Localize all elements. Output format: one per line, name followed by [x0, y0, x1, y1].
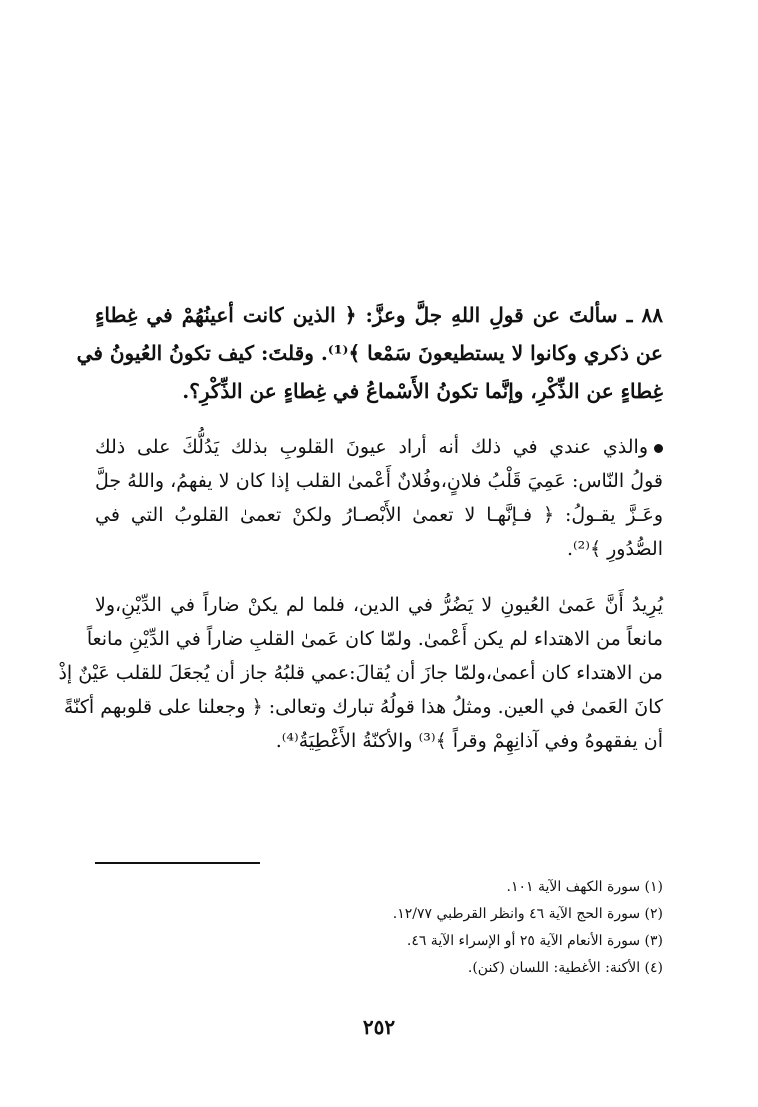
question-line: عن ذكري وكانوا لا يستطيعونَ سَمْعا ﴾⁽¹⁾. وقلتَ: كيف تكونُ العُيونُ في [76, 341, 663, 365]
footnote-item: (٤) الأكنة: الأغطية: اللسان (كنن). [467, 960, 663, 976]
footnote-item: (١) سورة الكهف الآية ١٠١. [506, 879, 663, 895]
answer-paragraph-2 [58, 588, 663, 758]
bullet-icon [654, 444, 663, 453]
footnote-divider [95, 862, 260, 864]
answer-line: من الاهتداء كان أعمىٰ،ولمّا جازَ أن يُقالَ:عمي قلبُهُ جاز أن يُجعَلَ للقلب عَيْنٌ إذْ [58, 662, 663, 684]
answer-line: كانَ العَمىٰ في العين. ومثلُ هذا قولُهُ تبارك وتعالى: ﴿ وجعلنا على قلوبهم أكنّةً [63, 696, 663, 718]
answer-line: الصُّدُورِ ﴾⁽²⁾. [566, 538, 663, 560]
answer-paragraph-1 [95, 430, 663, 566]
footnote-item: (٣) سورة الأنعام الآية ٢٥ أو الإسراء الآية ٤٦. [406, 933, 663, 949]
question-line: غِطاءٍ عن الذِّكْرِ، وإنَّما تكونُ الأَسْماعُ في غِطاءٍ عن الذِّكْرِ؟. [182, 379, 663, 403]
page-number: ٢٥٢ [362, 1015, 396, 1039]
answer-line: وعَـزَّ يقـولُ: ﴿ فـإنَّهـا لا تعمىٰ الأَبْصـارُ ولكنْ تعمىٰ القلوبُ التي في [95, 504, 663, 526]
answer-line: يُرِيدُ أَنَّ عَمىٰ العُيونِ لا يَضُرُّ في الدين، فلما لم يكنْ ضاراً في الدِّيْنِ،ولا [95, 594, 663, 616]
answer-line-text: والذي عندي في ذلك أنه أراد عيونَ القلوبِ بذلك يَدُلُّكَ على ذلك [95, 436, 648, 458]
footnote-item: (٢) سورة الحج الآية ٤٦ وانظر القرطبي ١٢/٧٧. [392, 906, 663, 922]
question-paragraph [76, 296, 663, 410]
answer-line: أن يفقهوهُ وفي آذانِهِمْ وقراً ﴾⁽³⁾ والأكنّةُ الأَغْطِيَةُ⁽⁴⁾. [275, 730, 663, 752]
answer-line: مانعاً من الاهتداء لم يكن أَعْمىٰ. ولمّا كان عَمىٰ القلبِ ضاراً في الدِّيْنِ مانعاً [86, 628, 663, 650]
answer-line [95, 430, 663, 464]
answer-line: قولُ النّاس: عَمِيَ قَلْبُ فلانٍ،وفُلانٌ أَعْمىٰ القلب إذا كان لا يفهمُ، واللهُ جلَّ [95, 470, 663, 492]
footnotes [103, 874, 663, 982]
question-line: ٨٨ ـ سألتَ عن قولِ اللهِ جلَّ وعزَّ: ﴿ الذين كانت أعينُهُمْ في غِطاءٍ [95, 303, 663, 327]
